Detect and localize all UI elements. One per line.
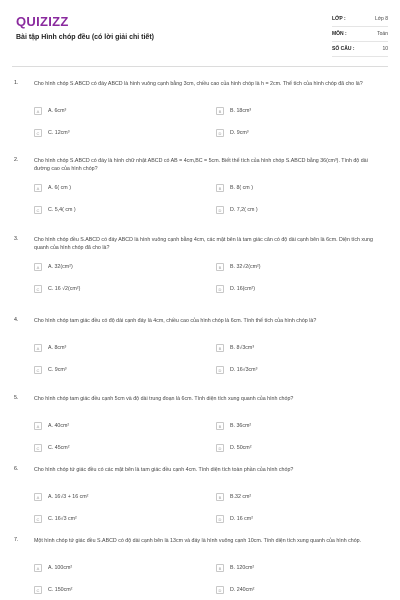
option-text: C. 150cm²: [48, 587, 73, 593]
answer-option[interactable]: [34, 563, 72, 573]
option-text: D. 7,2( cm ): [230, 207, 258, 213]
question-number: 5.: [14, 395, 19, 401]
question-text: Cho hình chóp tam giác đều có độ dài cạnh đáy là 4cm, chiều cao của hình chóp là 6cm. Tính thể tích của hình chóp là?: [34, 318, 317, 324]
question-text: Cho hình chóp S.ABCD có đáy ABCD là hình vuông cạnh bằng 3cm, chiều cao của hình chóp là h = 2cm. Thể tích của hình chóp đã cho là?: [34, 81, 363, 87]
option-text: D. 240cm²: [230, 587, 255, 593]
option-letter-box[interactable]: A: [34, 263, 42, 271]
meta-value: Toán: [377, 31, 388, 37]
header-divider: [12, 66, 388, 67]
option-text: B. 32√2(cm²): [230, 264, 261, 270]
answer-option[interactable]: [34, 365, 67, 375]
option-letter-box[interactable]: C: [34, 444, 42, 452]
option-text: B. 8( cm ): [230, 185, 253, 191]
answer-option[interactable]: [216, 365, 257, 375]
option-text: C. 16√3 cm²: [48, 516, 77, 522]
option-letter-box[interactable]: B: [216, 184, 224, 192]
option-text: A. 16√3 + 16 cm²: [48, 494, 89, 500]
answer-option[interactable]: [216, 585, 254, 595]
meta-value: Lớp 8: [374, 16, 388, 22]
worksheet-title: Bài tập Hình chóp đều (có lời giải chi tiết): [16, 34, 154, 41]
option-letter-box[interactable]: D: [216, 285, 224, 293]
option-letter-box[interactable]: A: [34, 493, 42, 501]
option-text: C. 5,4( cm ): [48, 207, 76, 213]
answer-option[interactable]: [34, 284, 80, 294]
answer-option[interactable]: [216, 563, 254, 573]
answer-option[interactable]: [34, 205, 76, 215]
answer-option[interactable]: [34, 514, 77, 524]
option-letter-box[interactable]: C: [34, 586, 42, 594]
option-letter-box[interactable]: A: [34, 107, 42, 115]
answer-option[interactable]: [216, 183, 253, 193]
question-text: Cho hình chóp tứ giác đều có các mặt bên là tam giác đều cạnh 4cm. Tính diện tích toàn phần của hình chóp?: [34, 467, 294, 473]
answer-option[interactable]: [34, 585, 72, 595]
answer-option[interactable]: [216, 205, 258, 215]
answer-option[interactable]: [216, 128, 249, 138]
worksheet-meta: [332, 12, 388, 57]
answer-option[interactable]: [34, 128, 70, 138]
meta-row-count: [332, 42, 388, 57]
answer-option[interactable]: [216, 284, 255, 294]
answer-option[interactable]: [34, 421, 69, 431]
option-text: B. 8√3cm³: [230, 345, 255, 351]
answer-option[interactable]: [34, 492, 88, 502]
option-letter-box[interactable]: B: [216, 263, 224, 271]
option-text: C. 45cm²: [48, 445, 70, 451]
option-text: D. 9cm³: [230, 130, 249, 136]
answer-option[interactable]: [216, 514, 253, 524]
option-text: A. 100cm²: [48, 565, 73, 571]
question-number: 2.: [14, 157, 19, 163]
worksheet-header: [0, 0, 400, 62]
option-letter-box[interactable]: B: [216, 107, 224, 115]
option-text: D. 50cm²: [230, 445, 252, 451]
option-text: B. 18cm³: [230, 108, 252, 114]
option-text: A. 6cm³: [48, 108, 67, 114]
option-letter-box[interactable]: B: [216, 422, 224, 430]
question-text: Cho hình chóp đều S.ABCD có đáy ABCD là hình vuông cạnh bằng 4cm, các mặt bên là tam giác cân có độ dài cạnh bên là 6cm. Diện tích xung quanh của hình chóp đã cho là?: [34, 237, 373, 251]
option-text: B.32 cm²: [230, 494, 252, 500]
answer-option[interactable]: [34, 106, 66, 116]
option-letter-box[interactable]: C: [34, 366, 42, 374]
meta-value: 10: [382, 46, 388, 52]
option-letter-box[interactable]: C: [34, 129, 42, 137]
meta-row-class: [332, 12, 388, 27]
meta-key: LỚP :: [332, 16, 346, 22]
option-text: C. 9cm³: [48, 367, 67, 373]
question-number: 4.: [14, 317, 19, 323]
option-text: D. 16√3cm³: [230, 367, 258, 373]
option-letter-box[interactable]: D: [216, 586, 224, 594]
option-text: C. 12cm³: [48, 130, 70, 136]
question-number: 7.: [14, 537, 19, 543]
option-letter-box[interactable]: C: [34, 285, 42, 293]
question-number: 1.: [14, 80, 19, 86]
option-letter-box[interactable]: D: [216, 206, 224, 214]
answer-option[interactable]: [34, 183, 71, 193]
option-letter-box[interactable]: D: [216, 515, 224, 523]
answer-option[interactable]: [34, 343, 66, 353]
option-letter-box[interactable]: A: [34, 344, 42, 352]
option-letter-box[interactable]: A: [34, 564, 42, 572]
question-text: Cho hình chóp S.ABCD có đáy là hình chữ nhật ABCD có AB = 4cm,BC = 5cm. Biết thể tích của hình chóp S.ABCD bằng 36(cm³). Tính độ dài đường cao của hình chóp?: [34, 158, 368, 172]
option-text: A. 6( cm ): [48, 185, 71, 191]
question-text: Cho hình chóp tam giác đều cạnh 5cm và độ dài trung đoạn là 6cm. Tính diện tích xung quanh của hình chóp?: [34, 396, 294, 402]
quizizz-logo: QUIZIZZ: [16, 14, 69, 29]
option-text: D. 16(cm²): [230, 286, 256, 292]
meta-key: SỐ CÂU :: [332, 46, 355, 52]
option-text: A. 8cm³: [48, 345, 67, 351]
question-number: 3.: [14, 236, 19, 242]
answer-option[interactable]: [34, 262, 73, 272]
answer-option[interactable]: [216, 262, 261, 272]
answer-option[interactable]: [216, 106, 251, 116]
option-letter-box[interactable]: C: [34, 515, 42, 523]
option-letter-box[interactable]: D: [216, 366, 224, 374]
option-text: D. 16 cm²: [230, 516, 253, 522]
answer-option[interactable]: [216, 343, 254, 353]
option-text: C. 16 √2(cm²): [48, 286, 81, 292]
option-letter-box[interactable]: B: [216, 564, 224, 572]
option-letter-box[interactable]: B: [216, 493, 224, 501]
option-letter-box[interactable]: D: [216, 129, 224, 137]
answer-option[interactable]: [216, 421, 251, 431]
answer-option[interactable]: [216, 443, 252, 453]
option-text: B. 36cm²: [230, 423, 252, 429]
meta-row-subject: [332, 27, 388, 42]
option-letter-box[interactable]: A: [34, 184, 42, 192]
option-text: B. 120cm²: [230, 565, 255, 571]
option-letter-box[interactable]: D: [216, 444, 224, 452]
option-letter-box[interactable]: A: [34, 422, 42, 430]
meta-key: MÔN :: [332, 31, 347, 37]
question-text: Một hình chóp tứ giác đều S.ABCD có độ dài cạnh bên là 13cm và đáy là hình vuông cạnh 10cm. Tính diện tích xung quanh của hình chóp.: [34, 538, 362, 544]
option-text: A. 32(cm²): [48, 264, 73, 270]
question-number: 6.: [14, 466, 19, 472]
answer-option[interactable]: [216, 492, 251, 502]
option-letter-box[interactable]: C: [34, 206, 42, 214]
option-text: A. 40cm²: [48, 423, 70, 429]
answer-option[interactable]: [34, 443, 70, 453]
option-letter-box[interactable]: B: [216, 344, 224, 352]
